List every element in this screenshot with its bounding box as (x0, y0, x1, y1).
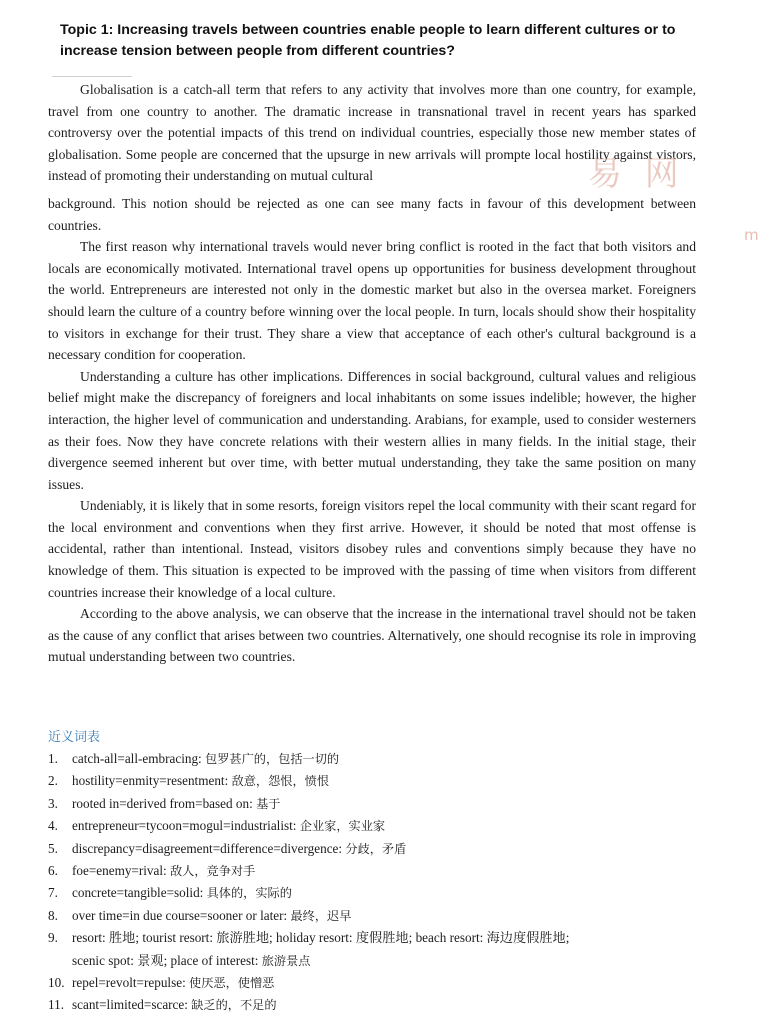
list-item: 7. concrete=tangible=solid: 具体的，实际的 (48, 885, 292, 901)
paragraph-4: Undeniably, it is likely that in some resorts, foreign visitors repel the local community with their scant regard for the local environment and conventions when they first arrive. However, it should be noted that most offense is accidental, rather than intentional. Instead, visitors disobey rules and conventions simply because they have no knowledge of them. This situation is expected to be improved with the passing of time when visitors from different countries increase their knowledge of a local culture. (48, 498, 696, 600)
list-item: 11. scant=limited=scarce: 缺乏的，不足的 (48, 997, 277, 1013)
paragraph-3: Understanding a culture has other implications. Differences in social background, cultural values and religious belief might make the discrepancy of foreigners and local inhabitants on some issues indelible; however, the higher interaction, the higher level of communication and understanding. Arabians, for example, used to consider westerners as their foes. Now they have concrete relations with their western allies in many fields. In the initial stage, their divergence seemed inherent but over time, with better mutual understanding, they take the same position on many issues. (48, 368, 696, 492)
list-item: 8. over time=in due course=sooner or later: 最终，迟早 (48, 907, 352, 923)
list-item: 9. resort: 胜地; tourist resort: 旅游胜地; holiday resort: 度假胜地; beach resort: 海边度假胜地; (48, 930, 570, 946)
list-item: 2. hostility=enmity=resentment: 敌意，怨恨，愤恨 (48, 773, 330, 789)
list-item: 5. discrepancy=disagreement=difference=divergence: 分歧，矛盾 (48, 840, 407, 856)
list-item: 6. foe=enemy=rival: 敌人，竞争对手 (48, 863, 256, 879)
watermark: 易 网 (588, 154, 685, 194)
divider (52, 76, 132, 77)
list-item: 1. catch-all=all-embracing: 包罗甚广的，包括一切的 (48, 751, 340, 766)
topic-heading: Topic 1: Increasing travels between countries enable people to learn different cultures or to increase tension between people from different countries? (60, 22, 676, 59)
paragraph-2: The first reason why international travels would never bring conflict is rooted in the fact that both visitors and locals are economically motivated. International travel opens up opportunities for business development throughout the world. Entrepreneurs are interested not only in the domestic market but also in the oversea market. Foreigners should learn the culture of a country before winning over the local people. In turn, locals should show their hospitality to visitors in exchange for their trust. They share a view that acceptance of each other's cultural background is a necessary condition for cooperation. (48, 239, 696, 363)
paragraph-5: According to the above analysis, we can observe that the increase in the international travel should not be taken as the cause of any conflict that arises between two countries. Alternatively, one should recognise its role in improving mutual understanding between two countries. (48, 606, 696, 665)
watermark-fragment: m (744, 226, 759, 244)
list-item: 10. repel=revolt=repulse: 使厌恶，使憎恶 (48, 975, 275, 991)
list-item: scenic spot: 景观; place of interest: 旅游景点 (72, 952, 311, 968)
list-item: 4. entrepreneur=tycoon=mogul=industrialist: 企业家，实业家 (48, 818, 386, 834)
paragraph-1-continued: background. This notion should be rejected as one can see many facts in favour of this development between countries. (48, 195, 696, 233)
vocab-list (48, 748, 708, 1017)
list-item: 3. rooted in=derived from=based on: 基于 (48, 795, 281, 811)
paragraph-1: Globalisation is a catch-all term that refers to any activity that involves more than one country, for example, travel from one country to another. The dramatic increase in transnational travel in recent years has sparked controversy over the potential impacts of this trend on individual countries, especially those new member states of globalisation. Some people are concerned that the upsurge in new arrivals will prompte local hostility against vistors, instead of promoting their understanding on mutual cultural (48, 82, 696, 184)
vocab-title: 近义词表 (48, 730, 101, 745)
